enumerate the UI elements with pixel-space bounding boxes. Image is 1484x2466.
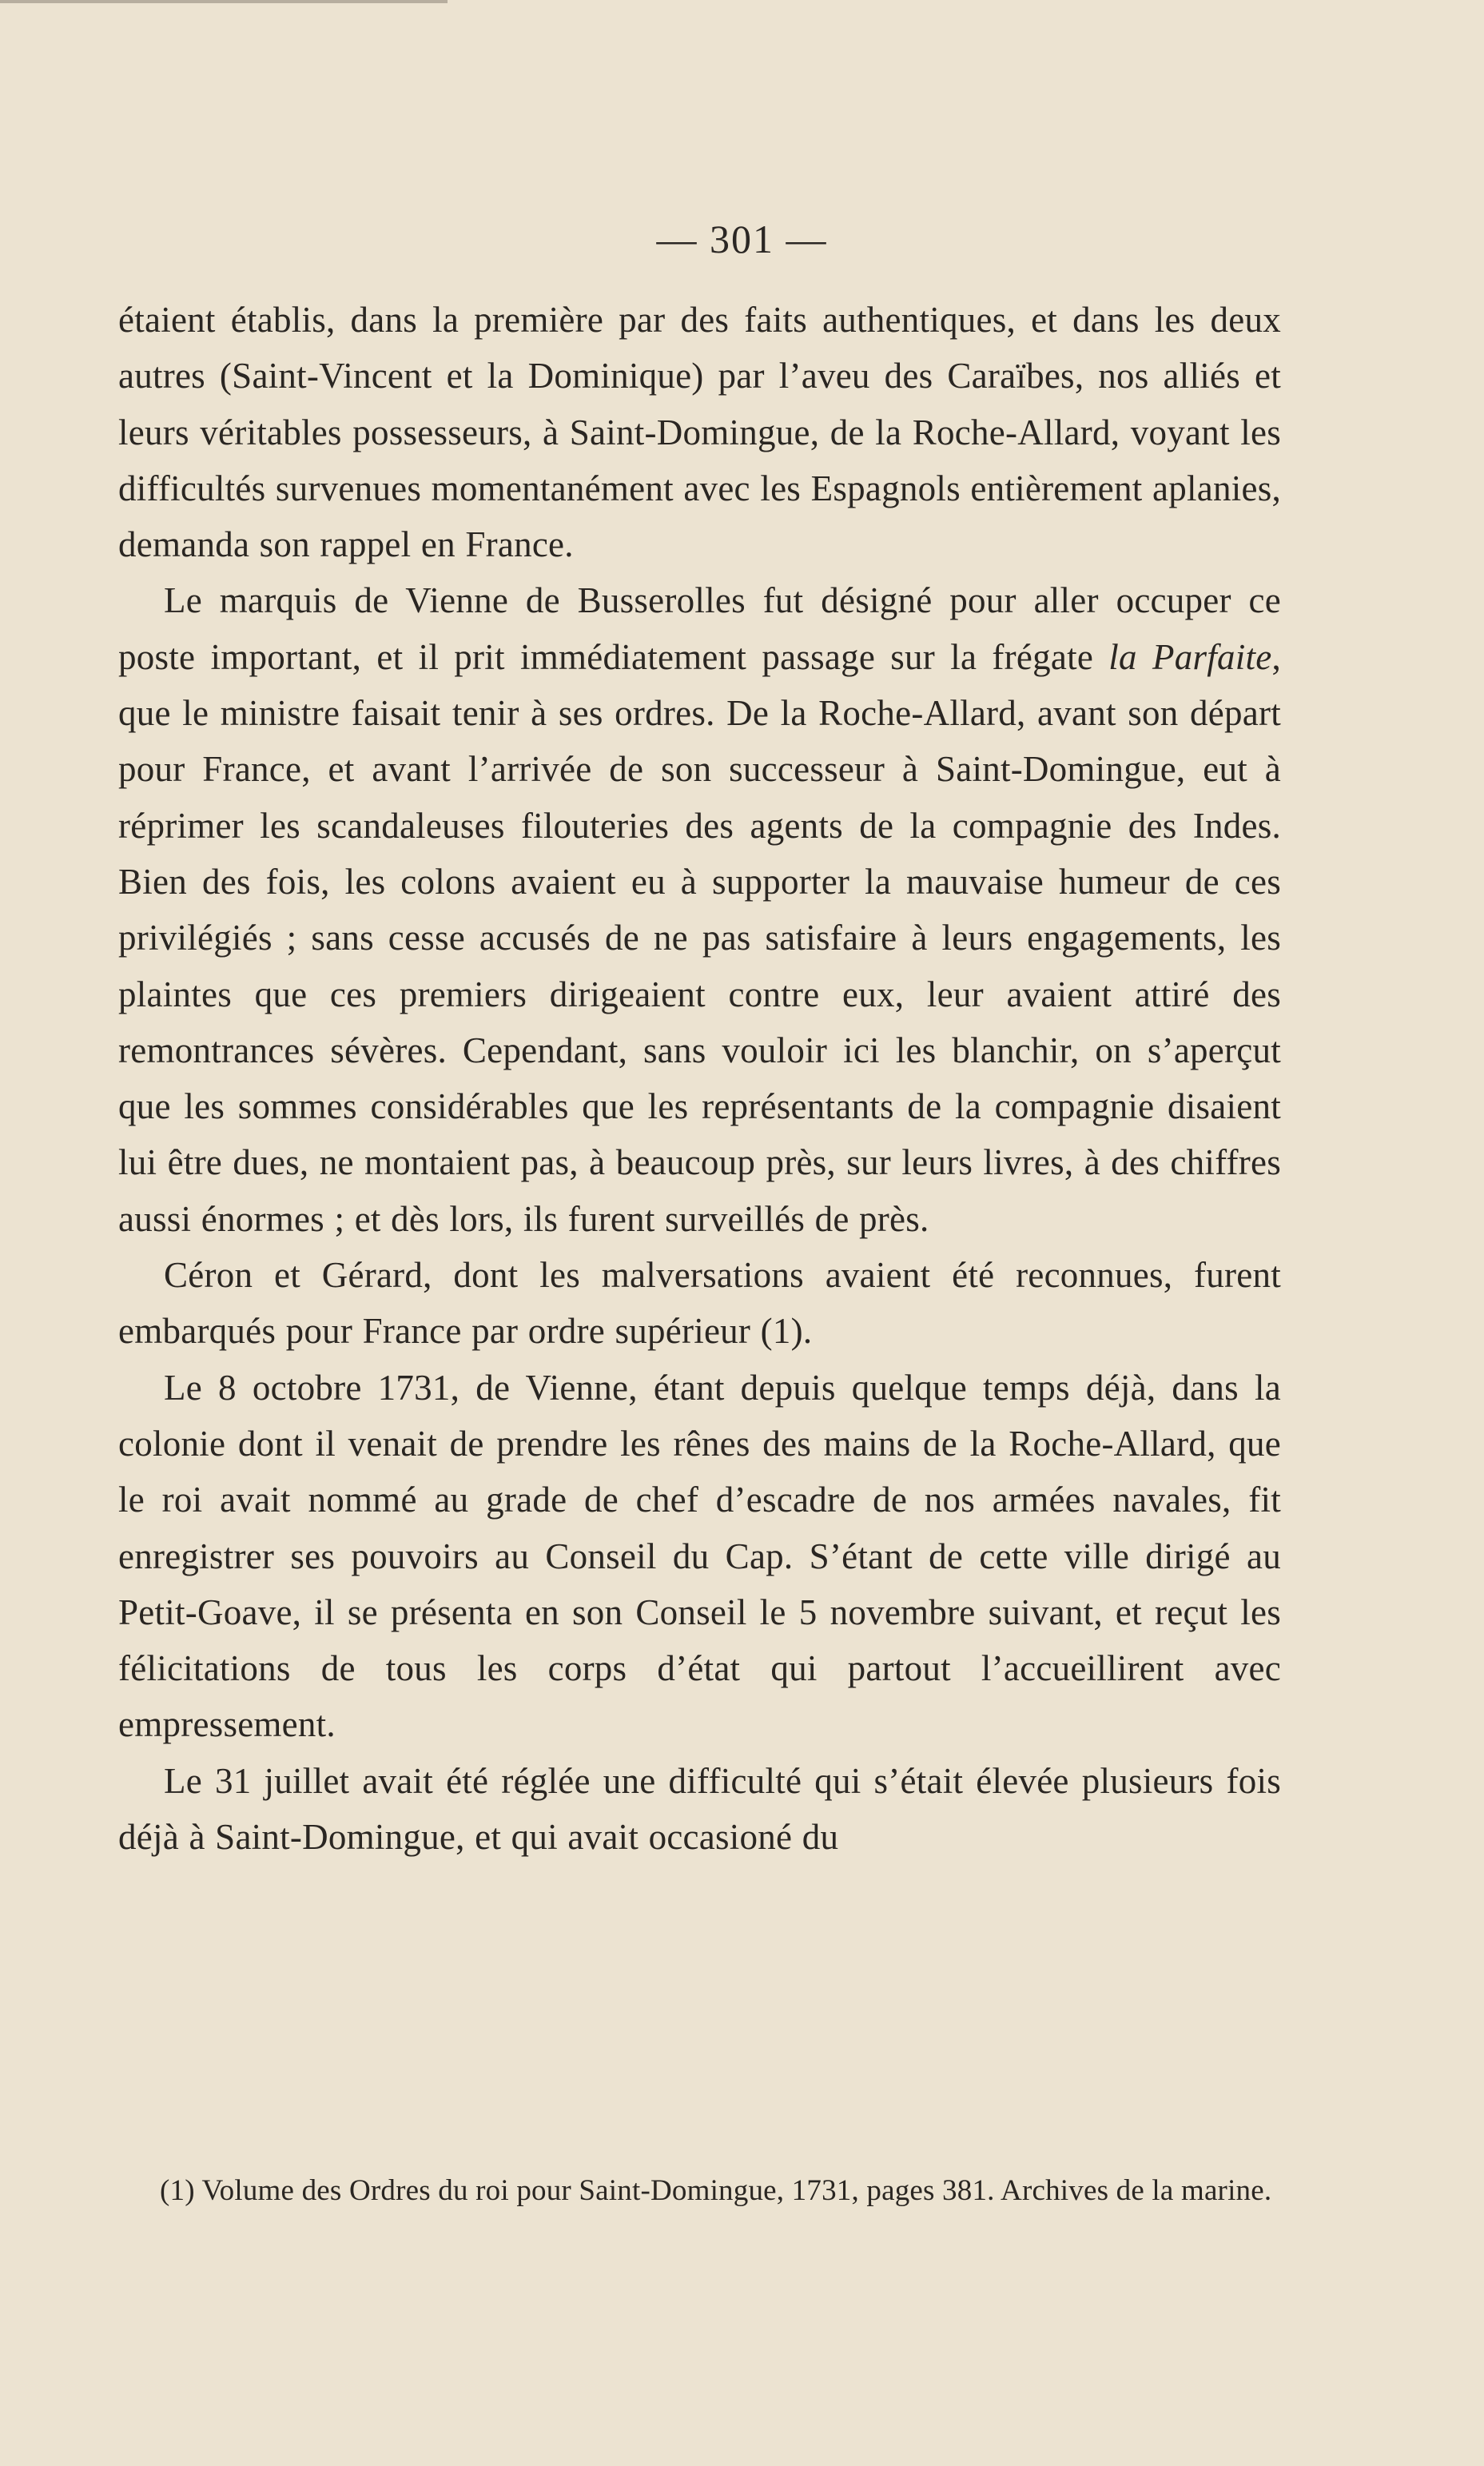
page-number: — 301 — bbox=[656, 217, 828, 261]
paragraph-4: Le 8 octobre 1731, de Vienne, étant depuis quelque temps déjà, dans la colonie dont il venait de prendre les rênes des mains de la Roche-Allard, que le roi avait nommé au grade de chef d’escadre de nos armées navales, fit enregistrer ses pouvoirs au Conseil du Cap. S’étant de cette ville dirigé au Petit-Goave, il se présenta en son Conseil le 5 novembre suivant, et reçut les félicitations de tous les corps d’état qui partout l’accueillirent avec empressement. bbox=[118, 1367, 1281, 1745]
main-text bbox=[118, 292, 1281, 1865]
page-top-edge bbox=[0, 0, 448, 3]
paragraph-2-end: , que le ministre faisait tenir à ses ordres. De la Roche-Allard, avant son départ pour France, et avant l’arrivée de son successeur à Saint-Domingue, eut à réprimer les scandaleuses filouteries des agents de la compagnie des Indes. Bien des fois, les colons avaient eu à supporter la mauvaise humeur de ces privilégiés ; sans cesse accusés de ne pas satisfaire à leurs engagements, les plaintes que ces premiers dirigeaient contre eux, leur avaient attiré des remontrances sévères. Cependant, sans vouloir ici les blanchir, on s’aperçut que les sommes considérables que les représentants de la compagnie disaient lui être dues, ne montaient pas, à beaucoup près, sur leurs livres, à des chiffres aussi énormes ; et dès lors, ils furent surveillés de près. bbox=[118, 636, 1281, 1239]
paragraph-2 bbox=[118, 572, 1281, 1247]
paragraph-2-start: Le marquis de Vienne de Busserolles fut désigné pour aller occuper ce poste important, et il prit immédiatement passage sur la frégate bbox=[118, 580, 1281, 677]
paragraph-3: Céron et Gérard, dont les malversations avaient été reconnues, furent embarqués pour France par ordre supérieur (1). bbox=[118, 1255, 1281, 1352]
footnote bbox=[118, 2170, 1277, 2212]
paragraph-5: Le 31 juillet avait été réglée une difficulté qui s’était élevée plusieurs fois déjà à Saint-Domingue, et qui avait occasioné du bbox=[118, 1760, 1281, 1858]
paragraph-1: étaient établis, dans la première par des faits authentiques, et dans les deux autres (Saint-Vincent et la Dominique) par l’aveu des Caraïbes, nos alliés et leurs véritables possesseurs, à Saint-Domingue, de la Roche-Allard, voyant les difficultés survenues momentanément avec les Espagnols entièrement aplanies, demanda son rappel en France. bbox=[118, 300, 1281, 565]
ship-name: la Parfaite bbox=[1108, 636, 1272, 677]
footnote-text: (1) Volume des Ordres du roi pour Saint-Domingue, 1731, pages 381. Archives de la marine. bbox=[160, 2174, 1272, 2207]
